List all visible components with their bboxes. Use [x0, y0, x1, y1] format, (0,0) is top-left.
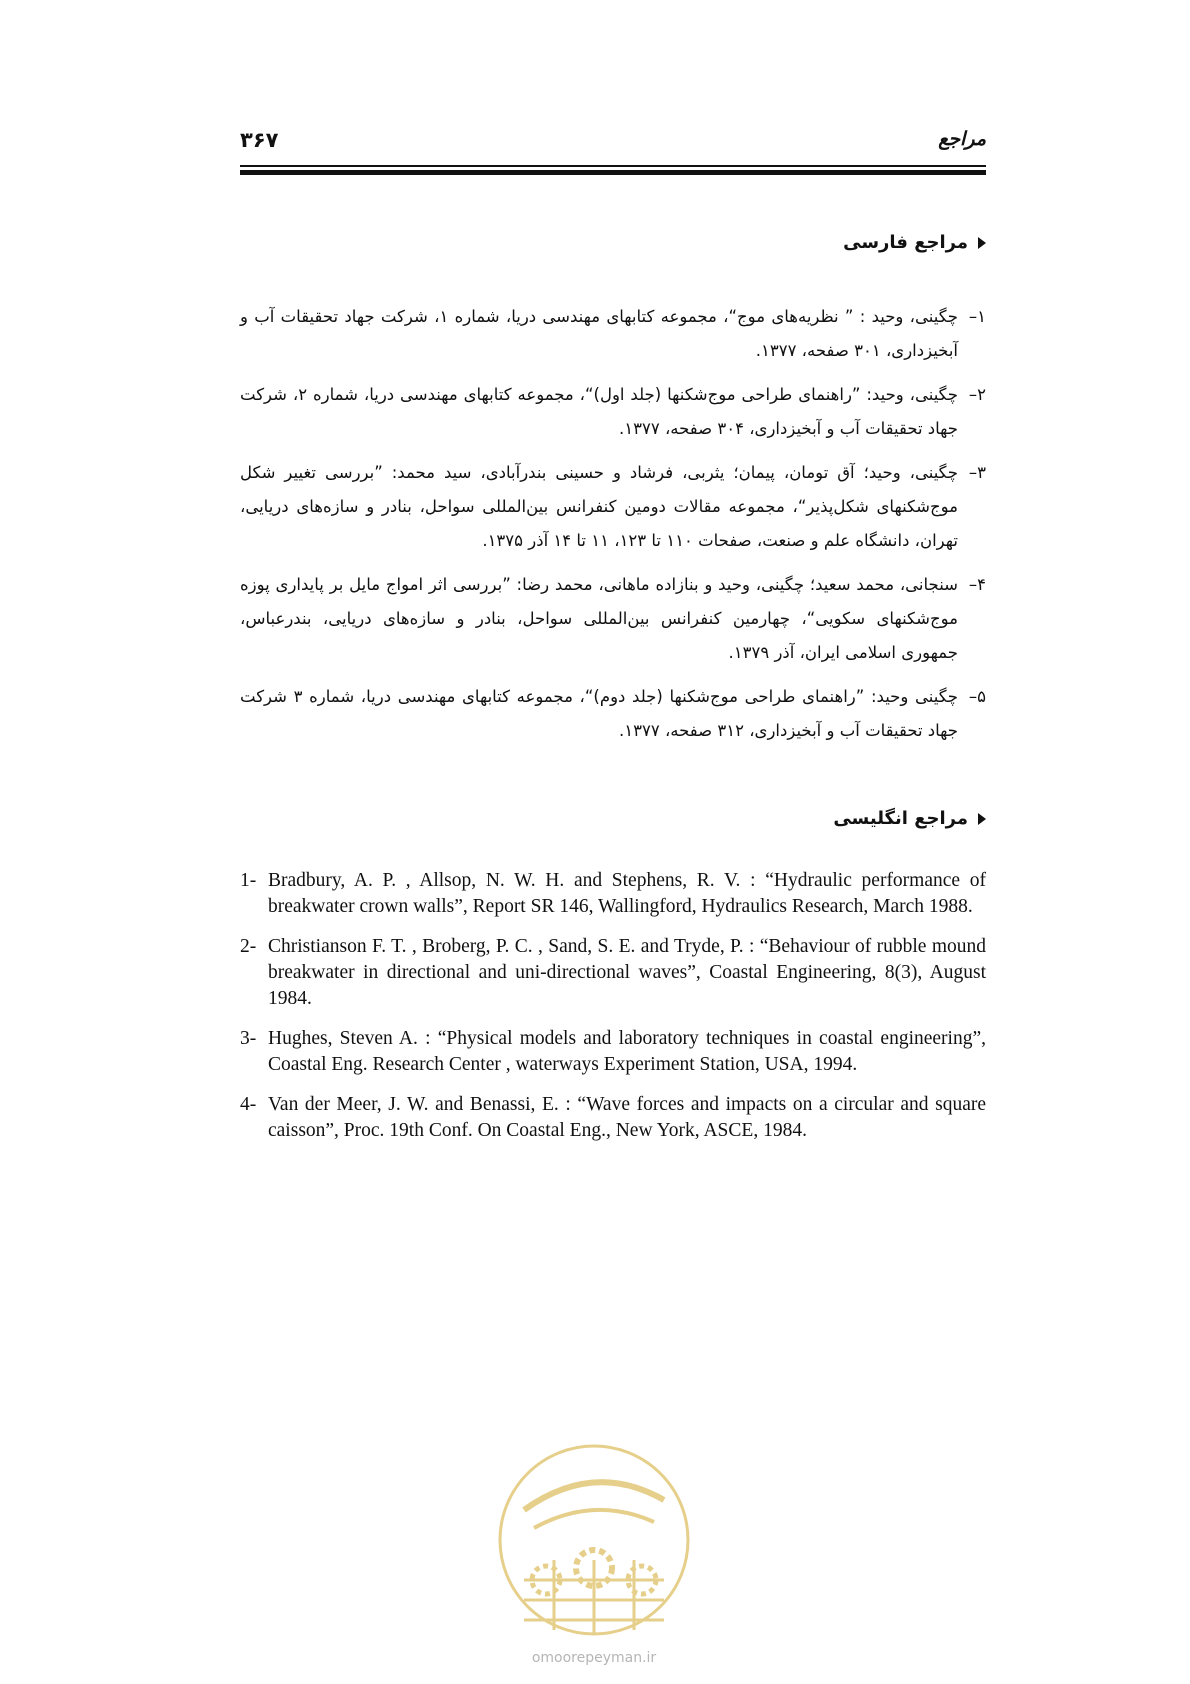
header-rule-thick — [240, 170, 986, 175]
reference-number: 3- — [240, 1028, 257, 1049]
persian-references-list — [240, 300, 986, 758]
reference-item — [240, 1092, 986, 1144]
triangle-bullet-icon — [978, 237, 986, 249]
reference-text: چگینی، وحید: ”راهنمای طراحی موج‌شکنها (جلد اول)“، مجموعه کتابهای مهندسی دریا، شماره ۲، شرکت جهاد تحقیقات آب و آبخیزداری، ۳۰۴ صفحه، ۱۳۷۷. — [240, 385, 958, 438]
header-rule-thin — [240, 165, 986, 167]
persian-references-heading — [843, 232, 986, 253]
section-heading-label: مراجع فارسی — [843, 232, 968, 253]
section-heading-label: مراجع انگلیسی — [833, 808, 968, 829]
english-references-list — [240, 868, 986, 1158]
reference-text: چگینی، وحید؛ آق تومان، پیمان؛ یثربی، فرشاد و حسینی بندرآبادی، سید محمد: ”بررسی تغییر شکل موج‌شکنهای شکل‌پذیر“، مجموعه مقالات دومین کنفرانس بین‌المللی سواحل، بنادر و سازه‌های دریایی، تهران، دانشگاه علم و صنعت، صفحات ۱۱۰ تا ۱۲۳، ۱۱ تا ۱۴ آذر ۱۳۷۵. — [240, 463, 958, 550]
english-references-heading — [833, 808, 986, 829]
reference-number: ۳– — [968, 463, 986, 482]
reference-number: ۴– — [968, 575, 986, 594]
reference-item — [240, 680, 986, 748]
page-header — [240, 128, 986, 174]
reference-number: 2- — [240, 936, 257, 957]
reference-number: 1- — [240, 870, 257, 891]
reference-item — [240, 868, 986, 920]
reference-text: چگینی وحید: ”راهنمای طراحی موج‌شکنها (جلد دوم)“، مجموعه کتابهای مهندسی دریا، شماره ۳ شرکت جهاد تحقیقات آب و آبخیزداری، ۳۱۲ صفحه، ۱۳۷۷. — [240, 687, 959, 740]
reference-item — [240, 378, 986, 446]
reference-number: ۱– — [968, 307, 986, 326]
triangle-bullet-icon — [978, 813, 986, 825]
watermark — [494, 1440, 694, 1676]
page-number: ۳۶۷ — [240, 128, 279, 152]
reference-number: ۵– — [968, 687, 986, 706]
reference-item — [240, 300, 986, 368]
reference-text: چگینی، وحید : ” نظریه‌های موج“، مجموعه کتابهای مهندسی دریا، شماره ۱، شرکت جهاد تحقیقات آب و آبخیزداری، ۳۰۱ صفحه، ۱۳۷۷. — [240, 307, 959, 360]
reference-number: ۲– — [968, 385, 986, 404]
reference-item — [240, 456, 986, 558]
reference-item — [240, 568, 986, 670]
watermark-logo — [494, 1440, 694, 1645]
reference-item — [240, 934, 986, 1012]
reference-number: 4- — [240, 1094, 257, 1115]
reference-text: Van der Meer, J. W. and Benassi, E. : “Wave forces and impacts on a circular and square caisson”, Proc. 19th Conf. On Coastal Eng., New York, ASCE, 1984. — [268, 1094, 986, 1141]
reference-text: Christianson F. T. , Broberg, P. C. , Sand, S. E. and Tryde, P. : “Behaviour of rubble mound breakwater in directional and uni-directional waves”, Coastal Engineering, 8(3), August 1984. — [268, 936, 986, 1009]
reference-text: Hughes, Steven A. : “Physical models and laboratory techniques in coastal engineering”, Coastal Eng. Research Center , waterways Experiment Station, USA, 1994. — [268, 1028, 986, 1075]
watermark-site: omoorepeyman.ir — [531, 1650, 657, 1666]
running-title: مراجع — [938, 128, 986, 150]
reference-text: Bradbury, A. P. , Allsop, N. W. H. and Stephens, R. V. : “Hydraulic performance of breakwater crown walls”, Report SR 146, Wallingford, Hydraulics Research, March 1988. — [268, 870, 986, 917]
reference-item — [240, 1026, 986, 1078]
reference-text: سنجانی، محمد سعید؛ چگینی، وحید و بنازاده ماهانی، محمد رضا: ”بررسی اثر امواج مایل بر پایداری پوزه موج‌شکنهای سکویی“، چهارمین کنفرانس بین‌المللی سواحل، بنادر و سازه‌های دریایی، بندرعباس، جمهوری اسلامی ایران، آذر ۱۳۷۹. — [240, 575, 958, 662]
